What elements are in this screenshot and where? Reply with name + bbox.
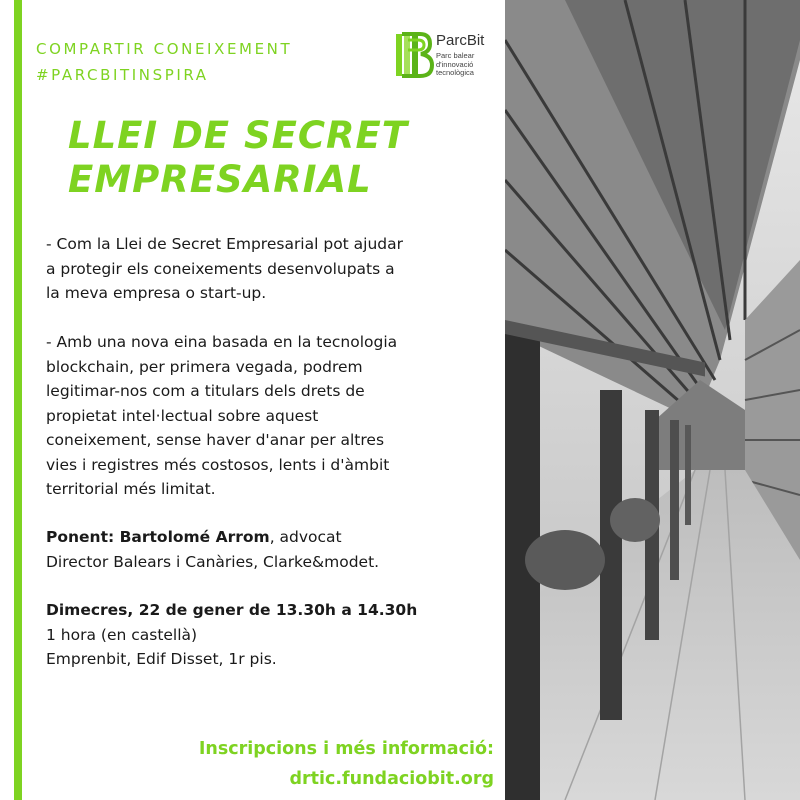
speaker-name: Ponent: Bartolomé Arrom bbox=[46, 528, 270, 546]
building-photo-illustration bbox=[505, 0, 800, 800]
event-date-text: Dimecres, 22 de gener de 13.30h a 14.30h bbox=[46, 601, 418, 619]
title-line-1: LLEI DE SECRET bbox=[68, 114, 409, 157]
accent-bar bbox=[14, 0, 22, 800]
speaker-info bbox=[46, 525, 516, 574]
paragraph-1-line: la meva empresa o start-up. bbox=[46, 284, 267, 302]
paragraph-2-line: legitimar-nos com a titulars dels drets de bbox=[46, 382, 365, 400]
paragraph-2 bbox=[46, 330, 516, 502]
event-date bbox=[46, 598, 516, 623]
parcbit-logo bbox=[394, 30, 504, 82]
speaker-role: , advocat bbox=[269, 528, 342, 546]
page-title bbox=[68, 114, 488, 202]
logo-name: ParcBit bbox=[436, 32, 485, 49]
paragraph-2-line: blockchain, per primera vegada, podrem bbox=[46, 357, 363, 376]
building-colonnade-photo bbox=[505, 0, 800, 800]
speaker-line-1 bbox=[46, 525, 516, 550]
paragraph-2-line: propietat intel·lectual sobre aquest bbox=[46, 406, 319, 425]
event-info bbox=[46, 598, 516, 672]
call-to-action bbox=[199, 734, 494, 794]
parcbit-logo-icon bbox=[394, 30, 434, 80]
event-location: Emprenbit, Edif Disset, 1r pis. bbox=[46, 650, 277, 668]
paragraph-2-line: coneixement, sense haver d'anar per altres bbox=[46, 431, 385, 449]
paragraph-2-line: vies i registres més costosos, lents i d'àmbit bbox=[46, 455, 390, 474]
paragraph-1-line: a protegir els coneixements desenvolupats a bbox=[46, 259, 395, 278]
cta-line-1: Inscripcions i més informació: bbox=[198, 739, 494, 759]
tagline-line-2: #PARCBITINSPIRA bbox=[36, 66, 209, 84]
logo-sub-2: d'innovació bbox=[436, 59, 474, 69]
paragraph-2-line: territorial més limitat. bbox=[46, 480, 216, 498]
speaker-line-2: Director Balears i Canàries, Clarke&modet. bbox=[46, 552, 380, 571]
event-duration: 1 hora (en castellà) bbox=[46, 625, 198, 644]
logo-sub-3: tecnològica bbox=[436, 68, 474, 77]
tagline-line-1: COMPARTIR CONEIXEMENT bbox=[36, 40, 293, 58]
tagline bbox=[36, 36, 292, 88]
paragraph-2-line: - Amb una nova eina basada en la tecnologia bbox=[46, 333, 398, 351]
cta-link[interactable]: drtic.fundaciobit.org bbox=[289, 769, 494, 789]
paragraph-1-line: - Com la Llei de Secret Empresarial pot ajudar bbox=[46, 235, 404, 253]
logo-subtitle bbox=[436, 52, 506, 78]
title-line-2: EMPRESARIAL bbox=[68, 158, 372, 201]
logo-sub-1: Parc balear bbox=[436, 51, 475, 60]
paragraph-1 bbox=[46, 232, 516, 306]
